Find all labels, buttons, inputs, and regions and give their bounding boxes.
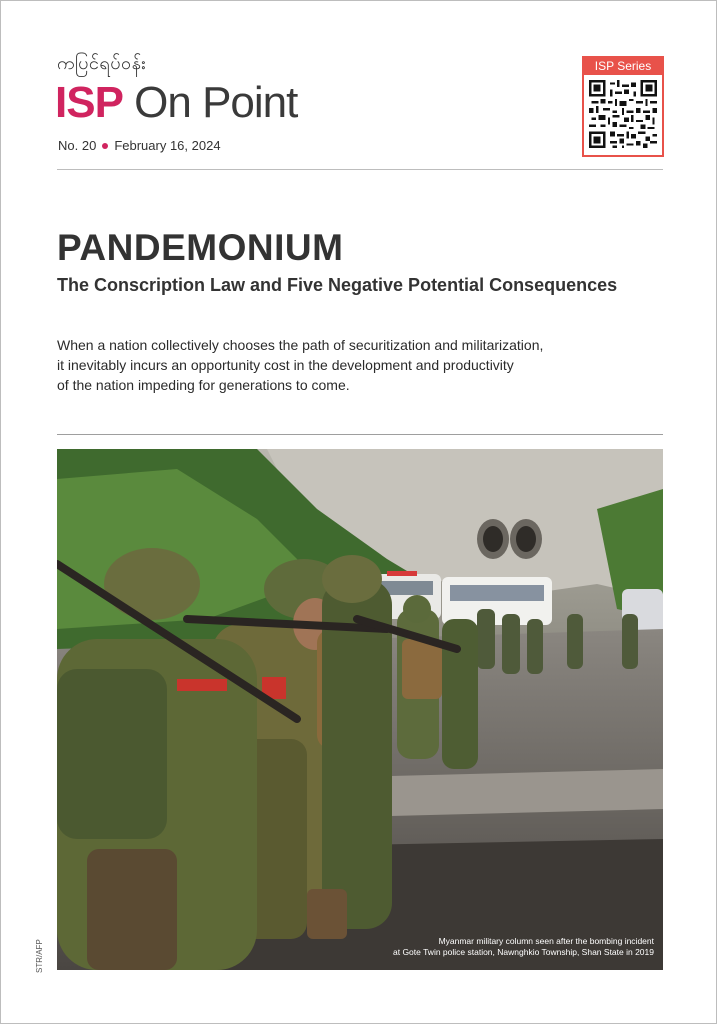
section-divider xyxy=(57,434,663,435)
qr-code-icon xyxy=(589,80,657,148)
issue-line xyxy=(58,138,221,153)
issue-date: February 16, 2024 xyxy=(114,138,221,153)
qr-code-box[interactable] xyxy=(582,56,664,157)
brand-onpoint: On Point xyxy=(134,78,298,127)
lead-line: it inevitably incurs an opportunity cost in the development and productivity xyxy=(57,357,514,373)
lead-paragraph xyxy=(57,335,617,395)
caption-line: at Gote Twin police station, Nawnghkio Township, Shan State in 2019 xyxy=(393,947,654,957)
header-divider xyxy=(57,169,663,170)
article-subtitle: The Conscription Law and Five Negative Potential Consequences xyxy=(57,275,618,295)
photo-credit: STR/AFP xyxy=(35,939,44,973)
burmese-masthead: ကပြင်ရပ်ဝန်း xyxy=(57,53,146,74)
bullet-dot-icon xyxy=(102,143,108,149)
article-title: PANDEMONIUM xyxy=(57,227,344,268)
issue-number: No. 20 xyxy=(58,138,97,153)
lead-line: When a nation collectively chooses the path of securitization and militarization, xyxy=(57,337,544,353)
lead-line: of the nation impeding for generations to come. xyxy=(57,377,350,393)
photo-illustration xyxy=(57,449,663,970)
photo-caption xyxy=(354,936,654,958)
qr-label: ISP Series xyxy=(584,58,662,75)
cover-photo xyxy=(57,449,663,970)
caption-line: Myanmar military column seen after the bombing incident xyxy=(438,936,654,946)
brand-isp: ISP xyxy=(55,78,123,127)
brand-logo xyxy=(55,77,297,129)
